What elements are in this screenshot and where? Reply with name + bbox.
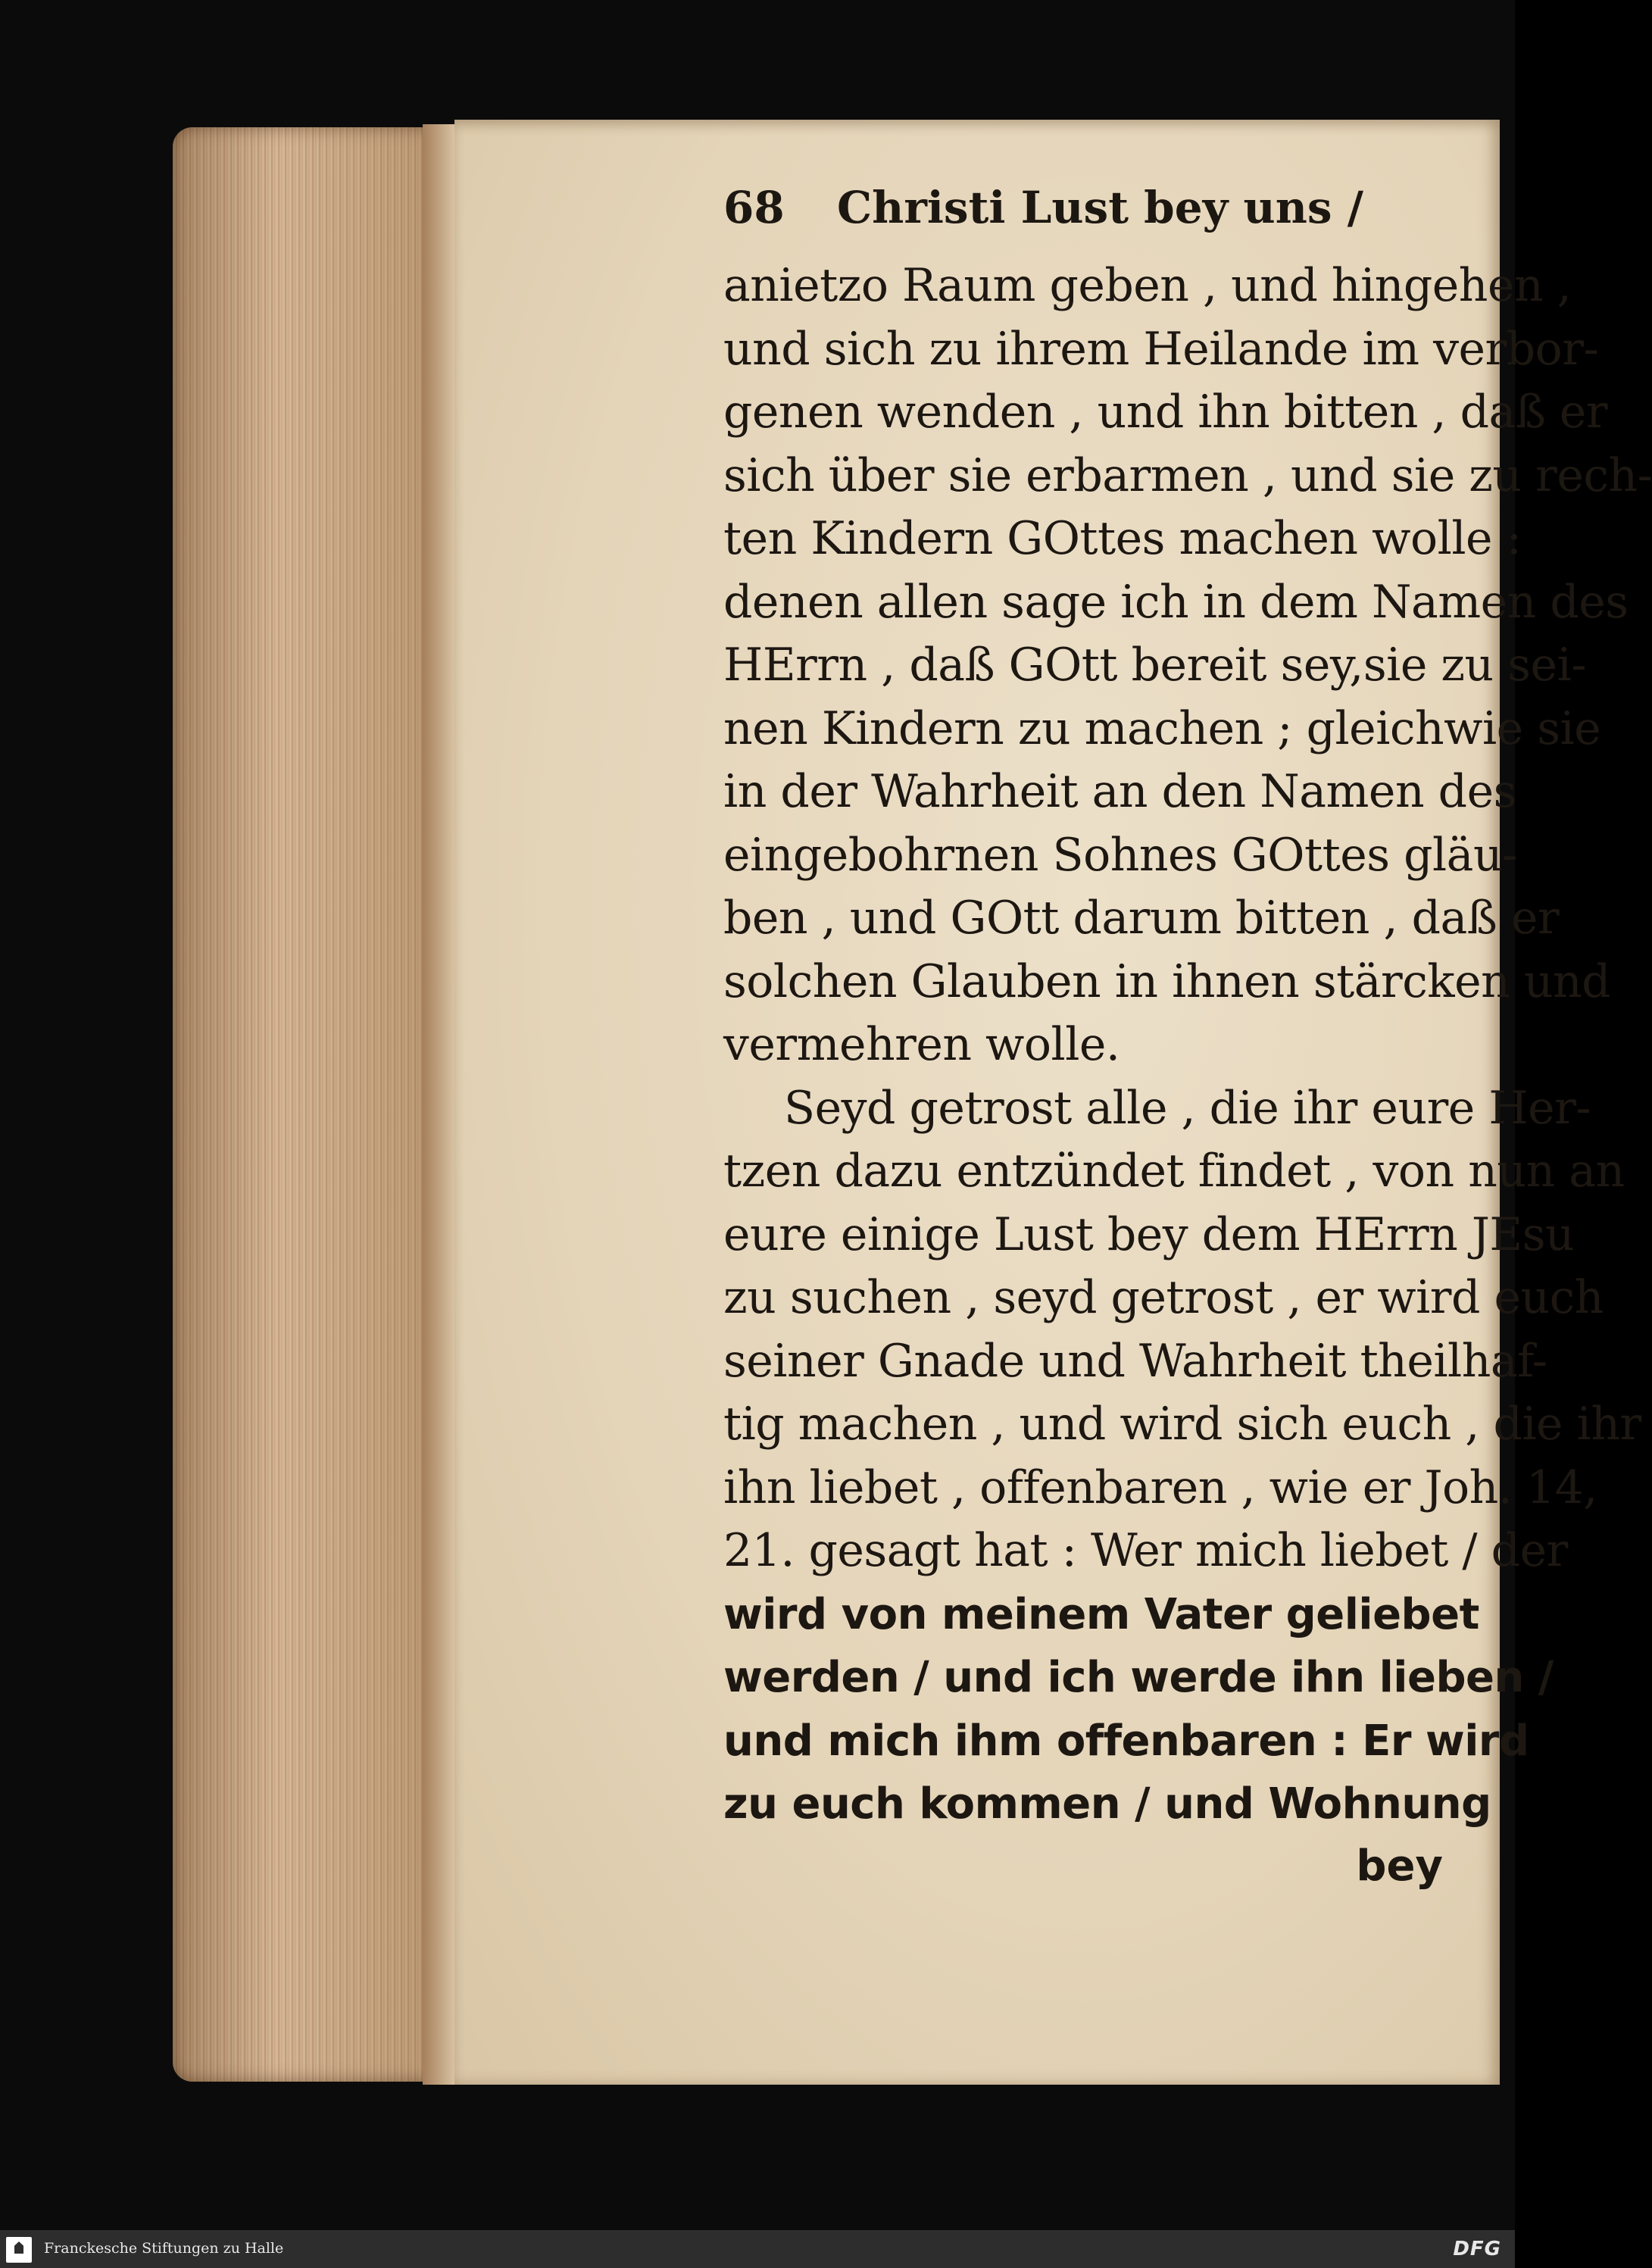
footer-bar	[0, 2230, 1515, 2268]
text-line: eure einige Lust bey dem HErrn JEsu	[723, 1207, 1575, 1261]
quote-line: und mich ihm offenbaren : Er wird	[723, 1716, 1529, 1766]
text-line: seiner Gnade und Wahrheit theilhaf-	[723, 1334, 1547, 1388]
text-line: ten Kindern GOttes machen wolle :	[723, 512, 1522, 565]
paragraph-start-line: Seyd getrost alle , die ihr eure Her-	[784, 1081, 1591, 1135]
catchword: bey	[1356, 1841, 1443, 1891]
text-line: eingebohrnen Sohnes GOttes gläu-	[723, 828, 1517, 882]
text-line: solchen Glauben in ihnen stärcken und	[723, 954, 1611, 1008]
page-text-block	[723, 182, 1652, 1897]
text-line: anietzo Raum geben , und hingehen ,	[723, 259, 1572, 312]
text-line: genen wenden , und ihn bitten , daß er	[723, 386, 1608, 439]
book-page	[454, 120, 1652, 2085]
text-line: ihn liebet , offenbaren , wie er Joh. 14,	[723, 1460, 1597, 1514]
text-line: und sich zu ihrem Heilande im verbor-	[723, 322, 1599, 376]
text-line: vermehren wolle.	[723, 1018, 1120, 1071]
institution-logo-icon	[6, 2237, 32, 2263]
text-line: in der Wahrheit an den Namen des	[723, 765, 1516, 818]
quote-line: wird von meinem Vater geliebet	[723, 1589, 1479, 1639]
running-head	[723, 182, 1451, 255]
text-line: nen Kindern zu machen ; gleichwie sie	[723, 701, 1601, 755]
dfg-logo: DFG	[1453, 2238, 1501, 2260]
quote-line: werden / und ich werde ihn lieben /	[723, 1653, 1554, 1702]
running-title: Christi Lust bey uns /	[837, 182, 1363, 233]
text-line: 21. gesagt hat : Wer mich liebet / der	[723, 1524, 1568, 1577]
footer-institution: Franckesche Stiftungen zu Halle	[44, 2240, 284, 2257]
text-line: sich über sie erbarmen , und sie zu rech-	[723, 448, 1652, 502]
text-line: tig machen , und wird sich euch , die ihr	[723, 1398, 1641, 1451]
text-line: ben , und GOtt darum bitten , daß er	[723, 892, 1560, 945]
book	[173, 120, 1652, 2085]
page-number: 68	[723, 182, 785, 233]
page-edges	[173, 127, 434, 2082]
text-line: zu suchen , seyd getrost , er wird euch	[723, 1271, 1604, 1324]
text-line: HErrn , daß GOtt bereit sey,sie zu sei-	[723, 639, 1587, 692]
quote-line: zu euch kommen / und Wohnung	[723, 1779, 1491, 1829]
text-line: tzen dazu entzündet findet , von nun an	[723, 1145, 1625, 1198]
text-line: denen allen sage ich in dem Namen des	[723, 575, 1629, 629]
